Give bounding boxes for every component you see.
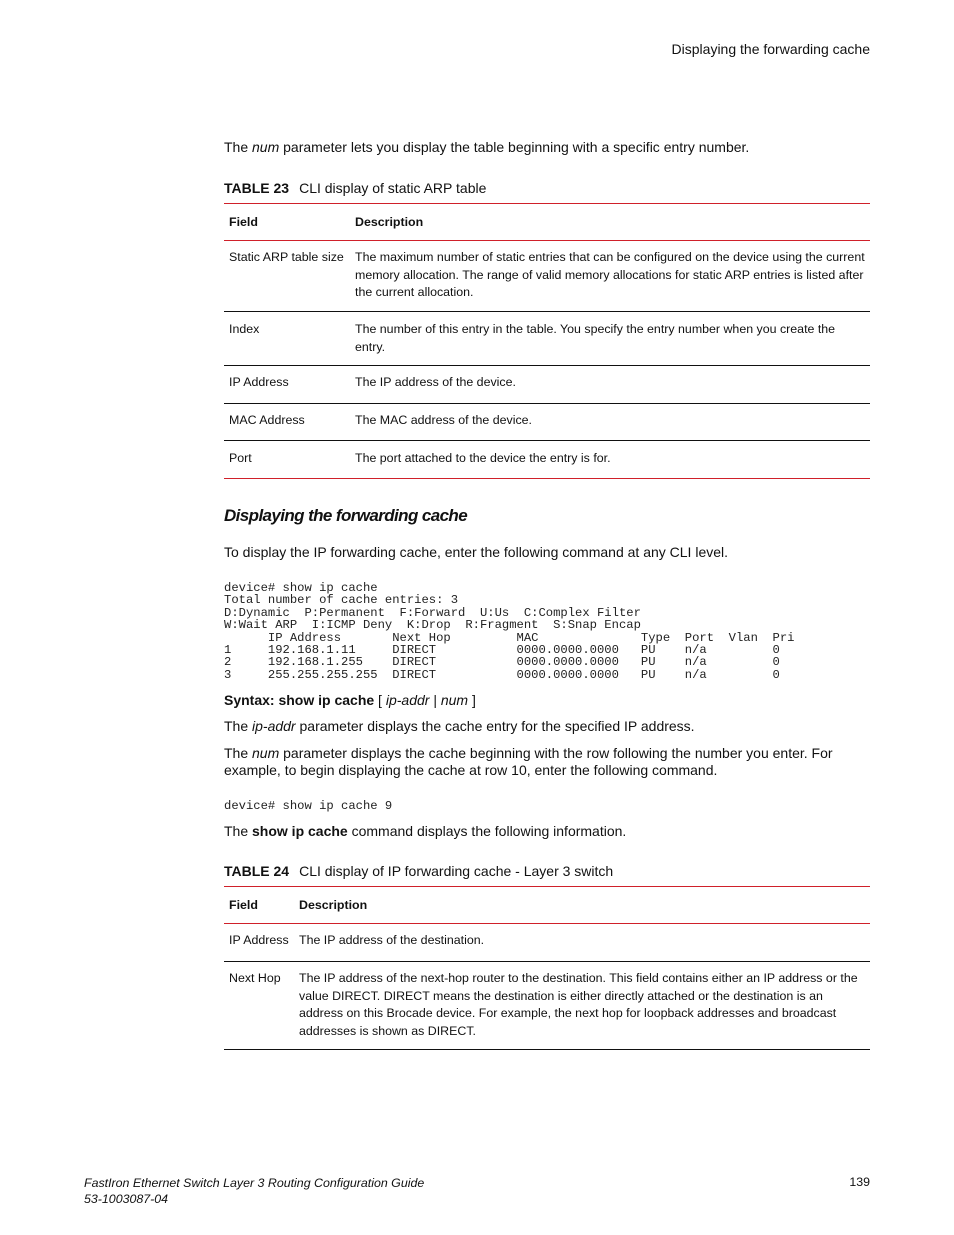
table-cell-description: The MAC address of the device. bbox=[355, 413, 532, 427]
table-cell-field: IP Address bbox=[229, 933, 289, 947]
table-row bbox=[224, 441, 870, 479]
table-cell-field: Next Hop bbox=[229, 971, 281, 985]
table24 bbox=[224, 886, 870, 1050]
table-row bbox=[224, 924, 870, 962]
running-header: Displaying the forwarding cache bbox=[671, 41, 870, 57]
footer-guide-title: FastIron Ethernet Switch Layer 3 Routing Configuration Guide bbox=[84, 1176, 425, 1190]
cli-command-show-ip-cache-9: device# show ip cache 9 bbox=[224, 799, 393, 813]
table-row bbox=[224, 312, 870, 366]
table-row bbox=[224, 962, 870, 1050]
table-cell-description: The IP address of the device. bbox=[355, 375, 516, 389]
intro-paragraph: The num parameter lets you display the table beginning with a specific entry number. bbox=[224, 139, 750, 155]
table23-col-field: Field bbox=[229, 215, 258, 229]
table-cell-field: IP Address bbox=[229, 375, 289, 389]
table24-col-description: Description bbox=[299, 898, 368, 912]
section-intro-paragraph: To display the IP forwarding cache, enter the following command at any CLI level. bbox=[224, 544, 729, 560]
table23-title: CLI display of static ARP table bbox=[299, 180, 487, 196]
table23-caption bbox=[224, 180, 486, 196]
table-cell-field: Index bbox=[229, 322, 260, 336]
table23 bbox=[224, 203, 870, 479]
section-heading: Displaying the forwarding cache bbox=[224, 506, 468, 525]
table-cell-description: The IP address of the destination. bbox=[299, 933, 485, 947]
syntax-command: Syntax: show ip cache bbox=[224, 692, 375, 708]
table-cell-field: Port bbox=[229, 451, 252, 465]
show-command-paragraph: The show ip cache command displays the following information. bbox=[224, 823, 627, 839]
table-row bbox=[224, 366, 870, 404]
footer-doc-number: 53-1003087-04 bbox=[84, 1192, 169, 1206]
footer-page-number: 139 bbox=[849, 1175, 870, 1189]
table-row bbox=[224, 404, 870, 441]
table-cell-field: Static ARP table size bbox=[229, 250, 344, 264]
cli-output-show-ip-cache: device# show ip cache Total number of cache entries: 3 D:Dynamic P:Permanent F:Forward U:Us C:Complex Filter W:Wait ARP I:ICMP Deny K:Drop R:Fragment S:Snap Encap IP Address Next Hop MAC Type Port Vlan Pri 1 192.168.1.11 DIRECT 0000.0000.0000 PU n/a 0 2 192.168.1.255 DIRECT 0000.0000.0000 PU n/a 0 3 255.255.255.255 DIRECT 0000.0000.0000 PU n/a 0 bbox=[224, 581, 795, 682]
syntax-arg-ip-addr: ip-addr bbox=[385, 692, 430, 708]
table24-col-field: Field bbox=[229, 898, 258, 912]
table24-caption bbox=[224, 863, 613, 879]
table-cell-description: The port attached to the device the entry is for. bbox=[355, 451, 611, 465]
table-cell-description: The IP address of the next-hop router to the destination. This field contains either an IP address or the value DIRECT. DIRECT means the destination is either directly attached or the destination is an address on this Brocade device. For example, the next hop for loopback addresses and broadcast addresses is shown as DIRECT. bbox=[299, 971, 858, 1038]
table-cell-description: The number of this entry in the table. You specify the entry number when you create the entry. bbox=[355, 322, 836, 354]
table-cell-description: The maximum number of static entries that can be configured on the device using the current memory allocation. The range of valid memory allocations for static ARP entries is listed after the current allocation. bbox=[355, 250, 865, 299]
table23-header-row bbox=[224, 204, 870, 241]
table24-header-row bbox=[224, 887, 870, 924]
footer-guide-info bbox=[84, 1175, 424, 1207]
table23-col-description: Description bbox=[355, 215, 424, 229]
param-num: num bbox=[252, 139, 280, 155]
num-paragraph: The num parameter displays the cache beginning with the row following the number you enter. For example, to begin displaying the cache at row 10, enter the following command. bbox=[224, 745, 833, 778]
ip-addr-paragraph: The ip-addr parameter displays the cache entry for the specified IP address. bbox=[224, 718, 695, 734]
table24-label: TABLE 24 bbox=[224, 863, 290, 879]
table24-title: CLI display of IP forwarding cache - Layer 3 switch bbox=[299, 863, 614, 879]
table-row bbox=[224, 241, 870, 312]
table-cell-field: MAC Address bbox=[229, 413, 305, 427]
syntax-arg-num: num bbox=[440, 692, 469, 708]
table23-label: TABLE 23 bbox=[224, 180, 290, 196]
syntax-line: Syntax: show ip cache [ ip-addr | num ] bbox=[224, 692, 476, 708]
